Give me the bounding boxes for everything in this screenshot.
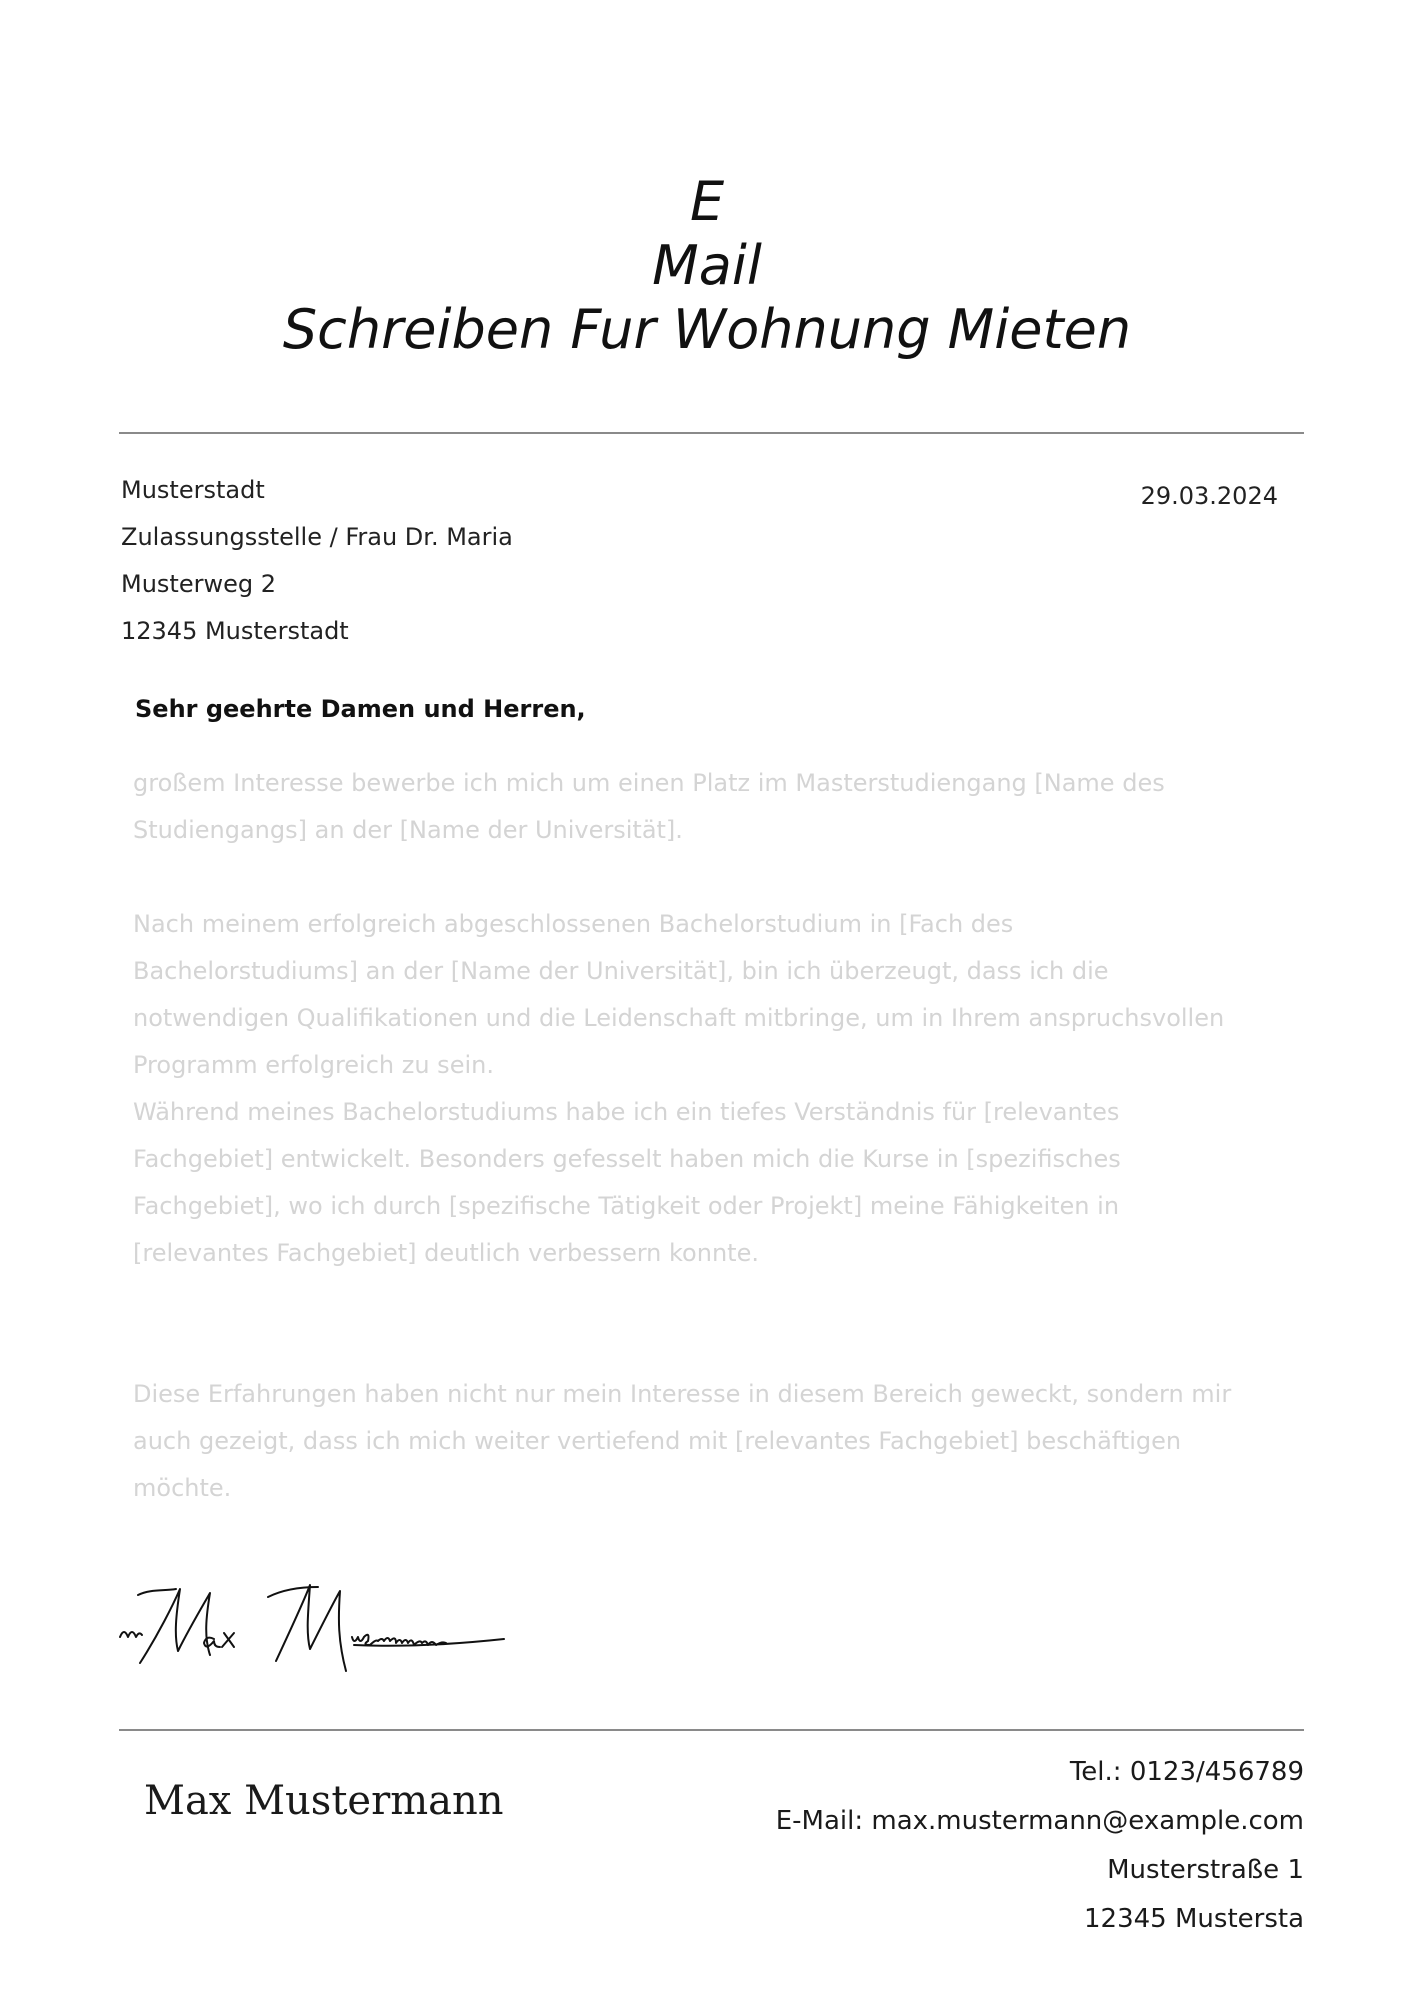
- sender-contact: [776, 1748, 1304, 1944]
- body-paragraph-3: Während meines Bachelorstudiums habe ich ein tiefes Verständnis für [relevantes Fachgebiet] entwickelt. Besonders gefesselt haben mich die Kurse in [spezifisches Fachgebiet], wo ich durch [spezifische Tätigkeit oder Projekt] meine Fähigkeiten in [relevantes Fachgebiet] deutlich verbessern konnte.: [133, 1098, 1121, 1267]
- title-line-1: E: [689, 170, 725, 233]
- body-paragraph-4: Diese Erfahrungen haben nicht nur mein Interesse in diesem Bereich geweckt, sondern mir auch gezeigt, dass ich mich weiter vertiefend mit [relevantes Fachgebiet] beschäftigen möchte.: [133, 1380, 1232, 1502]
- recipient-address: [121, 467, 513, 655]
- recipient-line: Musterstadt: [121, 476, 265, 504]
- sender-phone: Tel.: 0123/456789: [1069, 1757, 1304, 1787]
- letter-body: [133, 760, 1243, 1512]
- sender-name: Max Mustermann: [144, 1778, 504, 1824]
- recipient-line: 12345 Musterstadt: [121, 617, 349, 645]
- title-line-2: Mail: [652, 234, 762, 297]
- handwritten-signature: [118, 1575, 508, 1675]
- body-paragraph-1: großem Interesse bewerbe ich mich um einen Platz im Masterstudiengang [Name des Studiengangs] an der [Name der Universität].: [133, 769, 1165, 844]
- salutation: Sehr geehrte Damen und Herren,: [135, 695, 586, 723]
- sender-street: Musterstraße 1: [1107, 1855, 1304, 1885]
- letter-date: 29.03.2024: [1140, 482, 1278, 510]
- header-divider: [119, 432, 1304, 434]
- recipient-line: Musterweg 2: [121, 570, 276, 598]
- sender-city: 12345 Mustersta: [1084, 1904, 1304, 1934]
- sender-email: E-Mail: max.mustermann@example.com: [775, 1806, 1304, 1836]
- document-title: [0, 170, 1414, 362]
- footer-divider: [119, 1729, 1304, 1731]
- recipient-line: Zulassungsstelle / Frau Dr. Maria: [121, 523, 513, 551]
- body-paragraph-2: Nach meinem erfolgreich abgeschlossenen Bachelorstudium in [Fach des Bachelorstudiums] an der [Name der Universität], bin ich überzeugt, dass ich die notwendigen Qualifikationen und die Leidenschaft mitbringe, um in Ihrem anspruchsvollen Programm erfolgreich zu sein.: [133, 910, 1225, 1079]
- title-line-3: Schreiben Fur Wohnung Mieten: [282, 298, 1132, 361]
